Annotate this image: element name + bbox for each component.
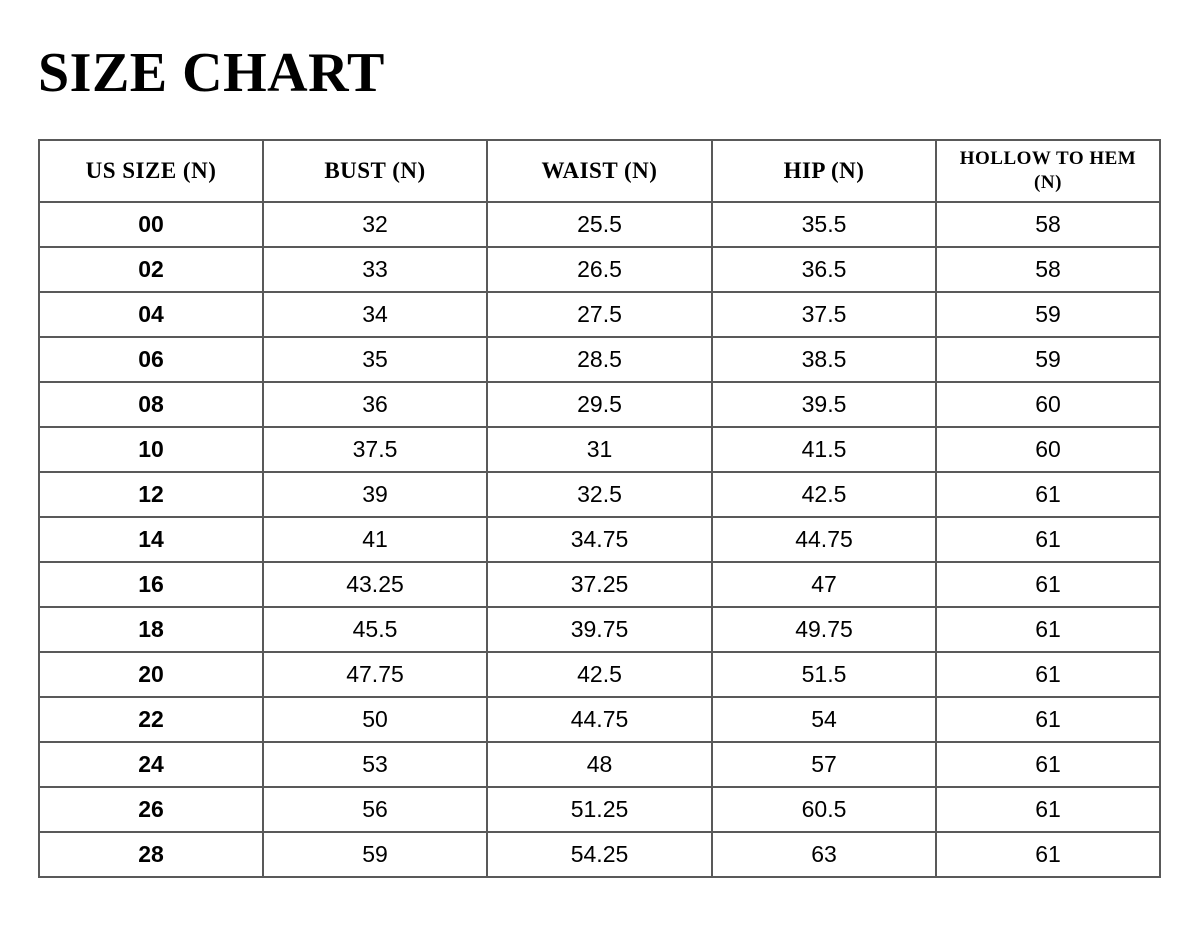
table-row (39, 202, 1160, 247)
hollow-to-hem-cell: 61 (936, 472, 1160, 517)
us-size-cell: 12 (39, 472, 263, 517)
page-title: SIZE CHART (38, 42, 385, 104)
column-header-hollow-to-hem: HOLLOW TO HEM (N) (936, 140, 1160, 202)
bust-cell: 34 (263, 292, 487, 337)
table-row (39, 787, 1160, 832)
table-row (39, 832, 1160, 877)
hip-cell: 37.5 (712, 292, 936, 337)
table-row (39, 247, 1160, 292)
us-size-cell: 06 (39, 337, 263, 382)
table-row (39, 337, 1160, 382)
bust-cell: 41 (263, 517, 487, 562)
us-size-cell: 20 (39, 652, 263, 697)
waist-cell: 25.5 (487, 202, 712, 247)
waist-cell: 54.25 (487, 832, 712, 877)
us-size-cell: 22 (39, 697, 263, 742)
table-row (39, 292, 1160, 337)
table-row (39, 427, 1160, 472)
waist-cell: 44.75 (487, 697, 712, 742)
hip-cell: 44.75 (712, 517, 936, 562)
hip-cell: 47 (712, 562, 936, 607)
us-size-cell: 08 (39, 382, 263, 427)
waist-cell: 32.5 (487, 472, 712, 517)
hollow-to-hem-cell: 61 (936, 607, 1160, 652)
waist-cell: 27.5 (487, 292, 712, 337)
header-row (39, 140, 1160, 202)
column-header-waist: WAIST (N) (487, 140, 712, 202)
waist-cell: 39.75 (487, 607, 712, 652)
table-row (39, 472, 1160, 517)
table-body (39, 202, 1160, 877)
us-size-cell: 00 (39, 202, 263, 247)
us-size-cell: 26 (39, 787, 263, 832)
bust-cell: 33 (263, 247, 487, 292)
bust-cell: 32 (263, 202, 487, 247)
us-size-cell: 02 (39, 247, 263, 292)
bust-cell: 35 (263, 337, 487, 382)
hip-cell: 38.5 (712, 337, 936, 382)
hip-cell: 57 (712, 742, 936, 787)
table-row (39, 517, 1160, 562)
table-row (39, 742, 1160, 787)
table-row (39, 607, 1160, 652)
waist-cell: 31 (487, 427, 712, 472)
waist-cell: 34.75 (487, 517, 712, 562)
waist-cell: 37.25 (487, 562, 712, 607)
waist-cell: 42.5 (487, 652, 712, 697)
bust-cell: 47.75 (263, 652, 487, 697)
hip-cell: 41.5 (712, 427, 936, 472)
bust-cell: 39 (263, 472, 487, 517)
table-row (39, 697, 1160, 742)
hollow-to-hem-cell: 59 (936, 337, 1160, 382)
hollow-to-hem-cell: 58 (936, 202, 1160, 247)
bust-cell: 56 (263, 787, 487, 832)
hip-cell: 35.5 (712, 202, 936, 247)
hip-cell: 51.5 (712, 652, 936, 697)
us-size-cell: 18 (39, 607, 263, 652)
column-header-us-size: US SIZE (N) (39, 140, 263, 202)
bust-cell: 59 (263, 832, 487, 877)
hip-cell: 36.5 (712, 247, 936, 292)
hollow-to-hem-cell: 61 (936, 697, 1160, 742)
hollow-to-hem-cell: 61 (936, 787, 1160, 832)
table-row (39, 562, 1160, 607)
hip-cell: 54 (712, 697, 936, 742)
column-header-bust: BUST (N) (263, 140, 487, 202)
bust-cell: 36 (263, 382, 487, 427)
hip-cell: 63 (712, 832, 936, 877)
us-size-cell: 28 (39, 832, 263, 877)
hollow-to-hem-cell: 61 (936, 652, 1160, 697)
hip-cell: 60.5 (712, 787, 936, 832)
hollow-to-hem-cell: 58 (936, 247, 1160, 292)
waist-cell: 26.5 (487, 247, 712, 292)
waist-cell: 28.5 (487, 337, 712, 382)
hollow-to-hem-cell: 59 (936, 292, 1160, 337)
bust-cell: 50 (263, 697, 487, 742)
waist-cell: 48 (487, 742, 712, 787)
bust-cell: 37.5 (263, 427, 487, 472)
size-chart-table (38, 139, 1161, 878)
hollow-to-hem-cell: 61 (936, 832, 1160, 877)
hollow-to-hem-cell: 61 (936, 742, 1160, 787)
hollow-to-hem-cell: 60 (936, 382, 1160, 427)
hip-cell: 42.5 (712, 472, 936, 517)
bust-cell: 43.25 (263, 562, 487, 607)
hip-cell: 49.75 (712, 607, 936, 652)
us-size-cell: 04 (39, 292, 263, 337)
table-header (39, 140, 1160, 202)
column-header-hip: HIP (N) (712, 140, 936, 202)
us-size-cell: 16 (39, 562, 263, 607)
table-row (39, 652, 1160, 697)
hollow-to-hem-cell: 60 (936, 427, 1160, 472)
us-size-cell: 24 (39, 742, 263, 787)
hip-cell: 39.5 (712, 382, 936, 427)
bust-cell: 53 (263, 742, 487, 787)
table-row (39, 382, 1160, 427)
bust-cell: 45.5 (263, 607, 487, 652)
waist-cell: 51.25 (487, 787, 712, 832)
hollow-to-hem-cell: 61 (936, 562, 1160, 607)
hollow-to-hem-cell: 61 (936, 517, 1160, 562)
us-size-cell: 14 (39, 517, 263, 562)
size-chart-page (0, 42, 1200, 878)
waist-cell: 29.5 (487, 382, 712, 427)
us-size-cell: 10 (39, 427, 263, 472)
